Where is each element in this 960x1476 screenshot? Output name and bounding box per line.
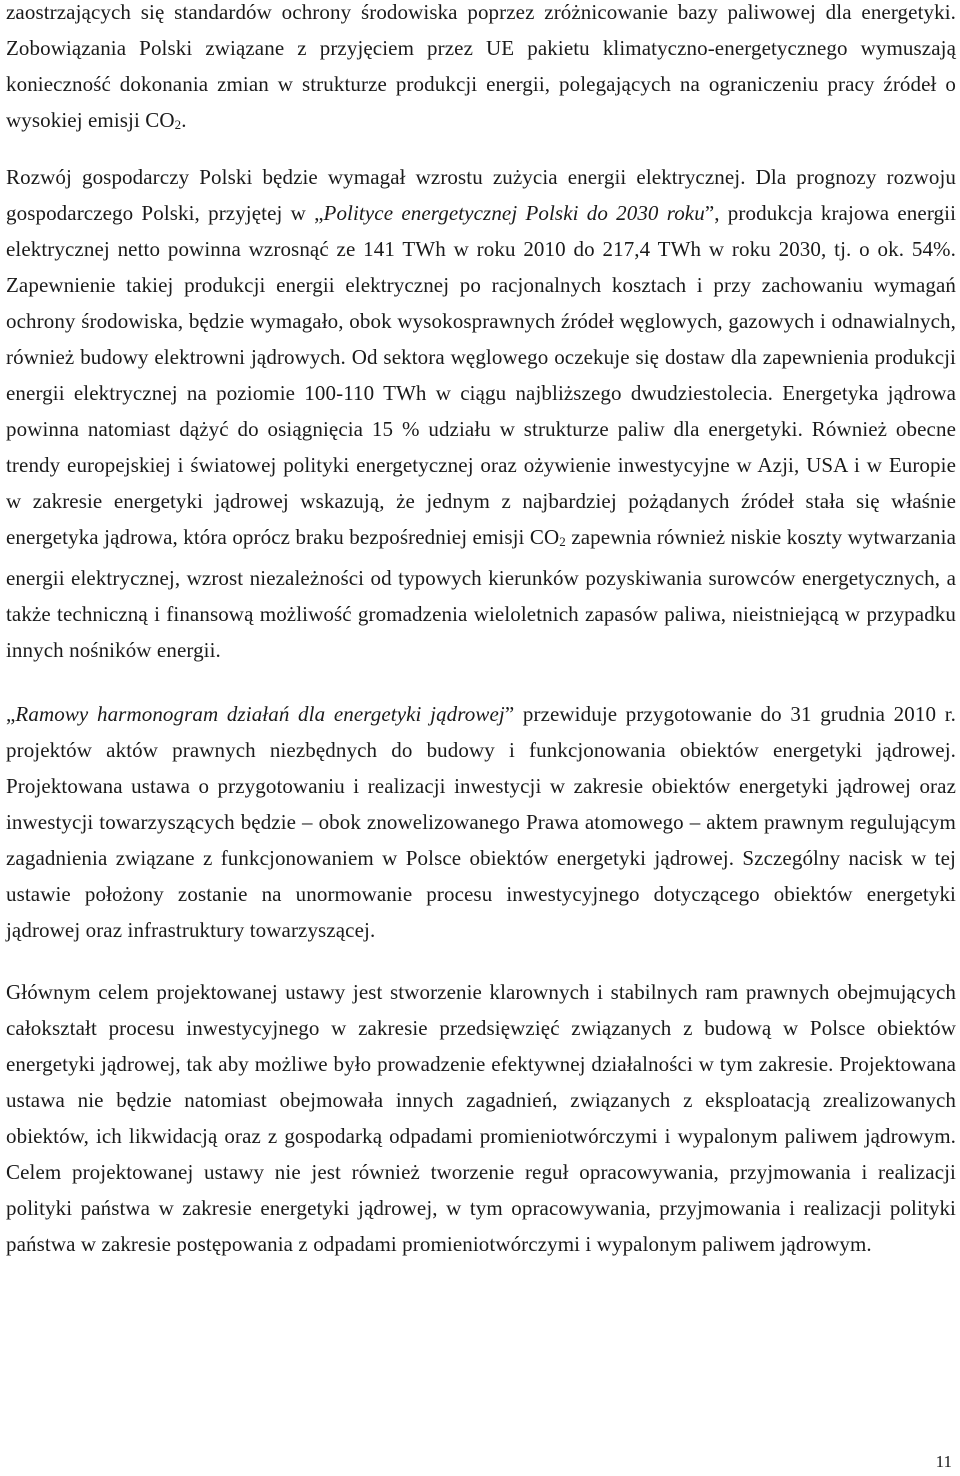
co2-subscript: 2: [174, 117, 182, 132]
paragraph-2-italic-title: Polityce energetycznej Polski do 2030 roku: [323, 201, 705, 225]
document-page: [6, 0, 956, 1262]
paragraph-1: [6, 0, 956, 143]
paragraph-3-rest: ” przewiduje przygotowanie do 31 grudnia 2010 r. projektów aktów prawnych niezbędnych do budowy i funkcjonowania obiektów energetyki jądrowej. Projektowana ustawa o przygotowaniu i realizacji inwestycji w zakresie obiektów energetyki jądrowej oraz inwestycji towarzyszących będzie – obok znowelizowanego Prawa atomowego – aktem prawnym regulującym zagadnienia związane z funkcjonowaniem w Polsce obiektów energetyki jądrowej. Szczególny nacisk w tej ustawie położony zostanie na unormowanie procesu inwestycyjnego dotyczącego obiektów energetyki jądrowej oraz infrastruktury towarzyszącej.: [6, 702, 956, 942]
paragraph-4: [6, 974, 956, 1262]
paragraph-2-part1: Rozwój gospodarczy Polski będzie wymagał wzrostu zużycia energii elektrycznej. Dla prognozy rozwoju gospodarczego Polski, przyjętej w „: [6, 165, 956, 225]
paragraph-1-text: zaostrzających się standardów ochrony środowiska poprzez zróżnicowanie bazy paliwowej dla energetyki. Zobowiązania Polski związane z przyjęciem przez UE pakietu klimatyczno-energetycznego wymuszają konieczność dokonania zmian w strukturze produkcji energii, polegających na ograniczeniu pracy źródeł o wysokiej emisji CO: [6, 0, 956, 132]
paragraph-1-tail: .: [181, 108, 187, 132]
paragraph-4-text: Głównym celem projektowanej ustawy jest stworzenie klarownych i stabilnych ram prawnych obejmujących całokształt procesu inwestycyjnego w zakresie przedsięwzięć związanych z budową w Polsce obiektów energetyki jądrowej, tak aby możliwe było prowadzenie efektywnej działalności w tym zakresie. Projektowana ustawa nie będzie natomiast obejmowała innych zagadnień, związanych z eksploatacją zrealizowanych obiektów, ich likwidacją oraz z gospodarką odpadami promieniotwórczymi i wypalonym paliwem jądrowym. Celem projektowanej ustawy nie jest również tworzenie reguł opracowywania, przyjmowania i realizacji polityki państwa w zakresie energetyki jądrowej, w tym opracowywania, przyjmowania i realizacji polityki państwa w zakresie postępowania z odpadami promieniotwórczymi i wypalonym paliwem jądrowym.: [6, 980, 956, 1256]
paragraph-3-italic-title: Ramowy harmonogram działań dla energetyki jądrowej: [15, 702, 505, 726]
paragraph-2-part2: ”, produkcja krajowa energii elektrycznej netto powinna wzrosnąć ze 141 TWh w roku 2010 do 217,4 TWh w roku 2030, tj. o ok. 54%. Zapewnienie takiej produkcji energii elektrycznej po racjonalnych kosztach i przy zachowaniu wymagań ochrony środowiska, będzie wymagało, obok wysokosprawnych źródeł węglowych, gazowych i odnawialnych, również budowy elektrowni jądrowych. Od sektora węglowego oczekuje się dostaw dla zapewnienia produkcji energii elektrycznej na poziomie 100-110 TWh w ciągu najbliższego dwudziestolecia. Energetyka jądrowa powinna natomiast dążyć do osiągnięcia 15 % udziału w strukturze paliw dla energetyki. Również obecne trendy europejskiej i światowej polityki energetycznej oraz ożywienie inwestycyjne w Azji, USA i w Europie w zakresie energetyki jądrowej wskazują, że jednym z najbardziej pożądanych źródeł stała się właśnie energetyka jądrowa, która oprócz braku bezpośredniej emisji CO: [6, 201, 957, 549]
co2-subscript: 2: [559, 534, 566, 549]
paragraph-2: [6, 159, 956, 668]
paragraph-3: [6, 696, 956, 948]
page-number: 11: [935, 1452, 952, 1471]
paragraph-3-open-quote: „: [6, 702, 16, 726]
paragraph-2-part3: zapewnia również niskie koszty wytwarzania energii elektrycznej, wzrost niezależności od typowych kierunków pozyskiwania surowców energetycznych, a także techniczną i finansową możliwość gromadzenia wieloletnich zapasów paliwa, nieistniejącą w przypadku innych nośników energii.: [6, 525, 956, 662]
